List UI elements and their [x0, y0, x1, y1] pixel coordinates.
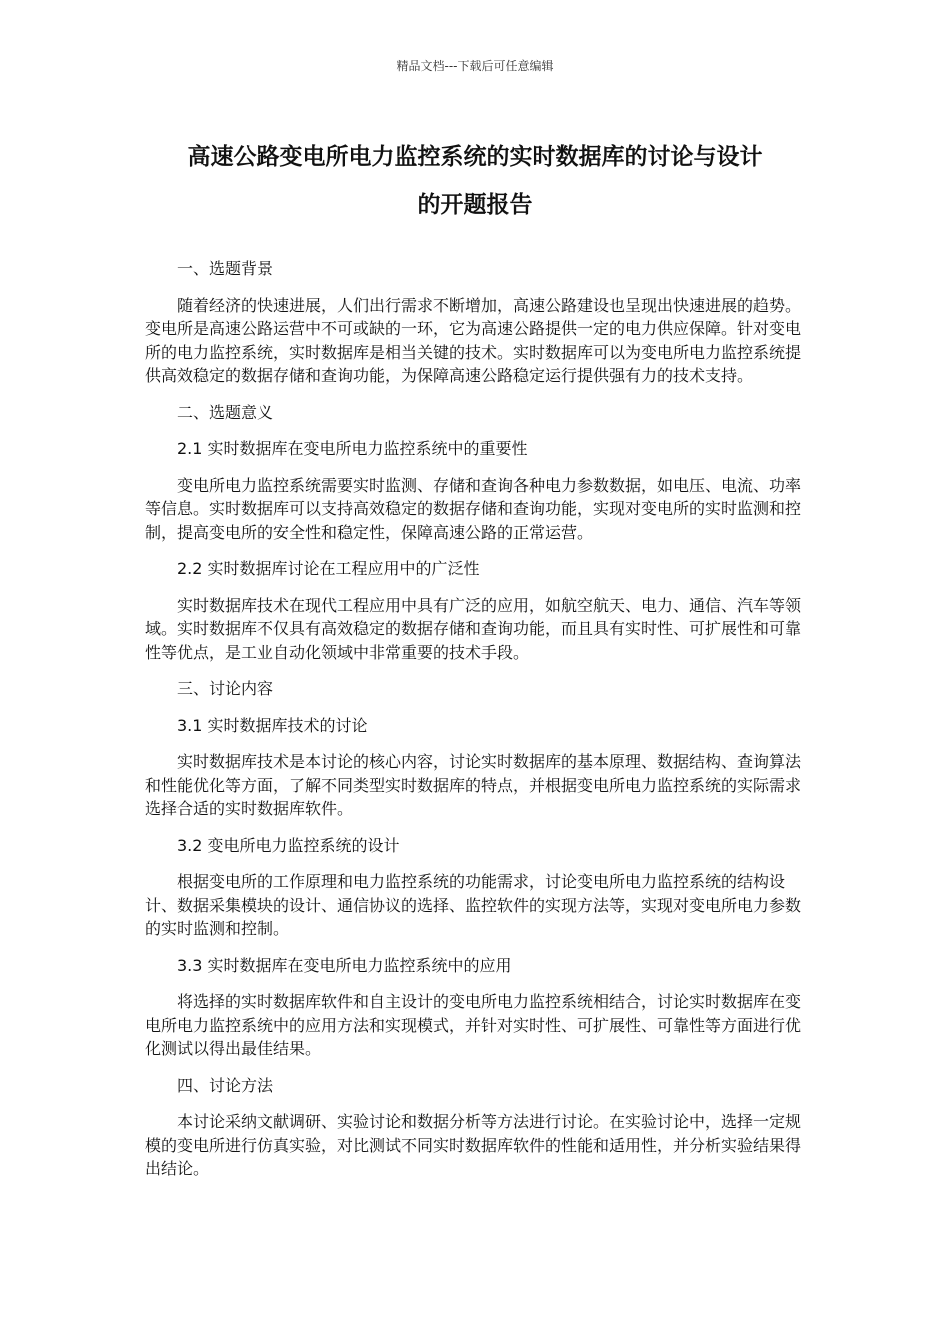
document-title	[145, 133, 805, 229]
paragraph-2-1: 变电所电力监控系统需要实时监测、存储和查询各种电力参数数据，如电压、电流、功率等信息。实时数据库可以支持高效稳定的数据存储和查询功能，实现对变电所的实时监测和控制，提高变电所的安全性和稳定性，保障高速公路的正常运营。	[145, 475, 802, 542]
subsection-heading-3-3: 3.3 实时数据库在变电所电力监控系统中的应用	[177, 955, 512, 975]
subsection-heading-3-2: 3.2 变电所电力监控系统的设计	[177, 835, 400, 855]
subsection-heading-2-2: 2.2 实时数据库讨论在工程应用中的广泛性	[177, 559, 480, 578]
paragraph-background: 随着经济的快速进展，人们出行需求不断增加，高速公路建设也呈现出快速进展的趋势。变电所是高速公路运营中不可或缺的一环，它为高速公路提供一定的电力供应保障。针对变电所的电力监控系统，实时数据库是相当关键的技术。实时数据库可以为变电所电力监控系统提供高效稳定的数据存储和查询功能，为保障高速公路稳定运行提供强有力的技术支持。	[145, 295, 802, 385]
paragraph-3-3: 将选择的实时数据库软件和自主设计的变电所电力监控系统相结合，讨论实时数据库在变电所电力监控系统中的应用方法和实现模式，并针对实时性、可扩展性、可靠性等方面进行优化测试以得出最佳结果。	[145, 992, 802, 1058]
section-heading-significance: 二、选题意义	[177, 402, 274, 422]
section-heading-background: 一、选题背景	[177, 259, 274, 278]
section-heading-content: 三、讨论内容	[177, 679, 274, 698]
subsection-heading-3-1: 3.1 实时数据库技术的讨论	[177, 715, 368, 735]
section-heading-methods: 四、讨论方法	[177, 1075, 274, 1095]
paragraph-3-2: 根据变电所的工作原理和电力监控系统的功能需求，讨论变电所电力监控系统的结构设计、数据采集模块的设计、通信协议的选择、监控软件的实现方法等，实现对变电所电力参数的实时监测和控制。	[145, 872, 802, 938]
title-line-1: 高速公路变电所电力监控系统的实时数据库的讨论与设计	[187, 144, 763, 170]
document-body	[145, 257, 805, 1194]
subsection-heading-2-1: 2.1 实时数据库在变电所电力监控系统中的重要性	[177, 439, 528, 458]
paragraph-2-2: 实时数据库技术在现代工程应用中具有广泛的应用，如航空航天、电力、通信、汽车等领域。实时数据库不仅具有高效稳定的数据存储和查询功能，而且具有实时性、可扩展性和可靠性等优点，是工业自动化领域中非常重要的技术手段。	[145, 595, 802, 662]
page-header: 精品文档---下载后可任意编辑	[396, 59, 554, 73]
paragraph-methods: 本讨论采纳文献调研、实验讨论和数据分析等方法进行讨论。在实验讨论中，选择一定规模的变电所进行仿真实验，对比测试不同实时数据库软件的性能和适用性，并分析实验结果得出结论。	[145, 1112, 802, 1178]
title-line-2: 的开题报告	[417, 192, 533, 218]
paragraph-3-1: 实时数据库技术是本讨论的核心内容，讨论实时数据库的基本原理、数据结构、查询算法和性能优化等方面，了解不同类型实时数据库的特点，并根据变电所电力监控系统的实际需求选择合适的实时数据库软件。	[145, 752, 802, 818]
